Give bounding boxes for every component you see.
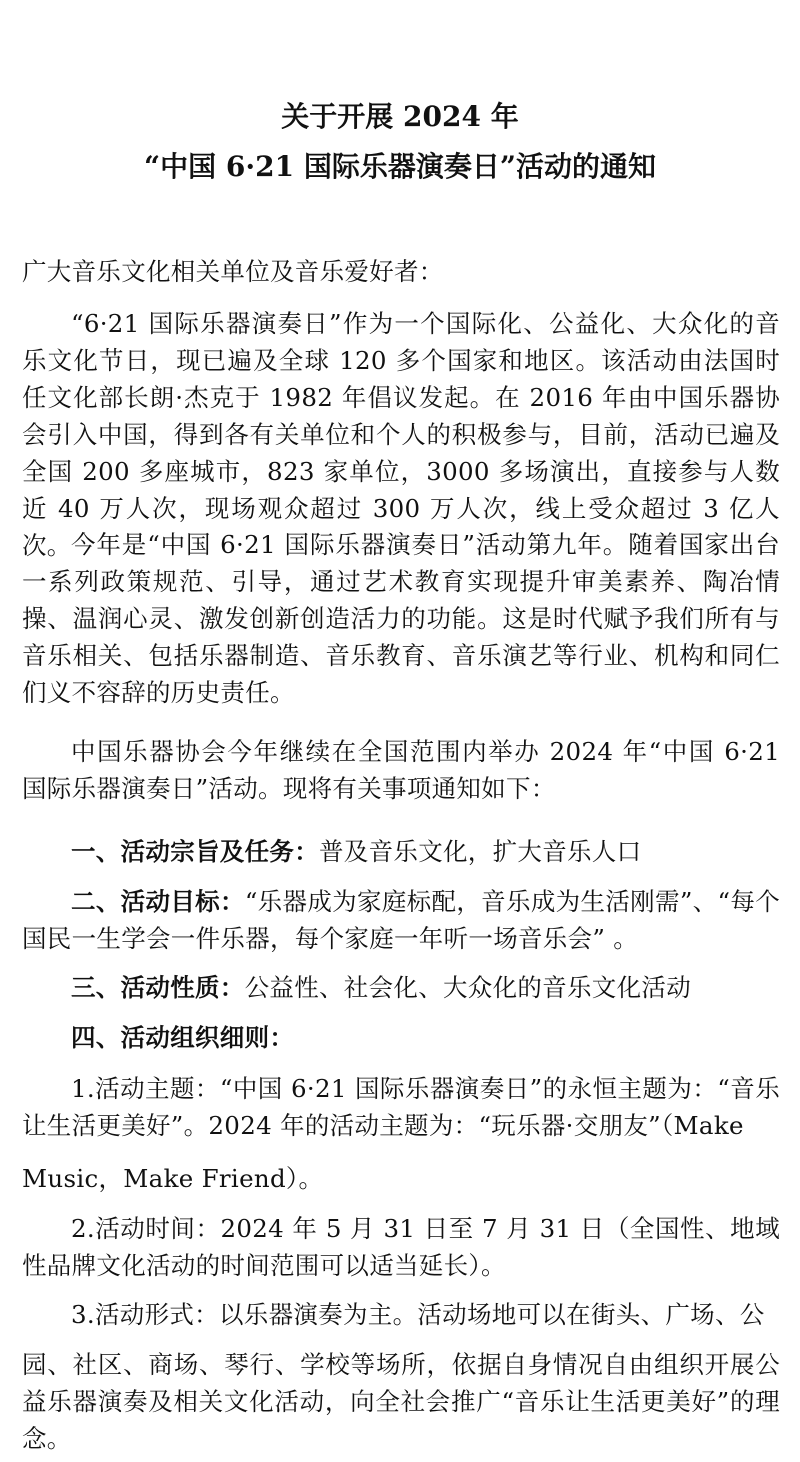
paragraph-announcement: 中国乐器协会今年继续在全国范围内举办 2024 年“中国 6·21 国际乐器演奏日”活动。现将有关事项通知如下： bbox=[22, 737, 780, 803]
section-purpose-heading: 一、活动宗旨及任务： bbox=[71, 837, 319, 866]
section-goals-heading: 二、活动目标： bbox=[71, 887, 245, 916]
paragraph-ninth-year: 今年是“中国 6·21 国际乐器演奏日”活动第九年。随着国家出台一系列政策规范、引导，通过艺术教育实现提升审美素养、陶冶情操、温润心灵、激发创新创造活力的功能。这是时代赋予我们所有与音乐相关、包括乐器制造、音乐教育、音乐演艺等行业、机构和同仁们义不容辞的历史责任。 bbox=[22, 530, 780, 707]
item-time: 2.活动时间：2024 年 5 月 31 日至 7 月 31 日（全国性、地域性品牌文化活动的时间范围可以适当延长）。 bbox=[22, 1214, 780, 1280]
salutation: 广大音乐文化相关单位及音乐爱好者： bbox=[22, 257, 444, 286]
section-nature-text: 公益性、社会化、大众化的音乐文化活动 bbox=[244, 973, 692, 1002]
section-nature bbox=[22, 969, 780, 1006]
section-goals-text: “乐器成为家庭标配，音乐成为生活刚需”、“每个国民一生学会一件乐器，每个家庭一年听一场音乐会” 。 bbox=[22, 887, 780, 953]
paragraph-intro: “6·21 国际乐器演奏日”作为一个国际化、公益化、大众化的音乐文化节日，现已遍及全球 120 多个国家和地区。该活动由法国时任文化部长朗·杰克于 1982 年倡议发起。在 2016 年由中国乐器协会引入中国，得到各有关单位和个人的积极参与，目前，活动已遍及全国 200 多座城市，823 家单位，3000 多场演出，直接参与人数近 40 万人次，现场观众超过 300 万人次，线上受众超过 3 亿人次。 bbox=[22, 309, 780, 560]
section-nature-heading: 三、活动性质： bbox=[71, 973, 245, 1002]
item-format-line1: 3.活动形式：以乐器演奏为主。活动场地可以在街头、广场、公 bbox=[71, 1300, 765, 1329]
notice-title-line2: “中国 6·21 国际乐器演奏日”活动的通知 bbox=[144, 150, 656, 183]
item-format-line2: 园、社区、商场、琴行、学校等场所，依据自身情况自由组织开展公益乐器演奏及相关文化活动，向全社会推广“音乐让生活更美好”的理念。 bbox=[22, 1350, 780, 1453]
section-purpose-text: 普及音乐文化，扩大音乐人口 bbox=[319, 837, 642, 866]
section-purpose bbox=[22, 833, 780, 870]
item-theme-line1: 1.活动主题：“中国 6·21 国际乐器演奏日”的永恒主题为：“音乐让生活更美好”。2024 年的活动主题为：“玩乐器·交朋友”（Make bbox=[22, 1074, 780, 1140]
notice-title-line1: 关于开展 2024 年 bbox=[281, 100, 519, 133]
section-rules-heading: 四、活动组织细则： bbox=[71, 1023, 295, 1052]
section-goals bbox=[22, 883, 780, 957]
item-theme-line2: Music，Make Friend）。 bbox=[22, 1164, 324, 1193]
